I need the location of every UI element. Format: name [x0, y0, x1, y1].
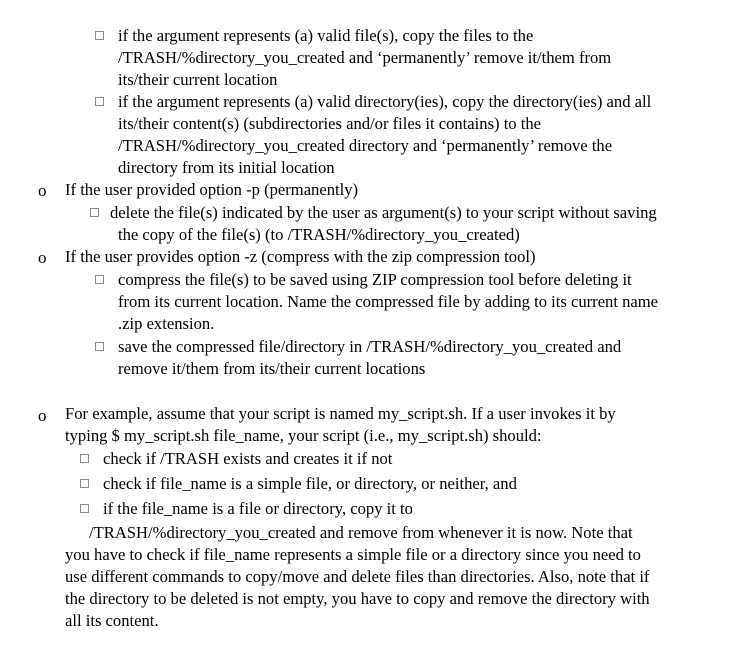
checkbox-icon [95, 275, 104, 284]
checkbox-icon [80, 504, 89, 513]
checkbox-icon [95, 31, 104, 40]
checkbox-icon [80, 454, 89, 463]
item-d-line-2: from its current location. Name the compressed file by adding to its current name [118, 292, 659, 311]
item-c-line-1: delete the file(s) indicated by the user as argument(s) to your script without saving [110, 203, 657, 222]
item-b-line-3: /TRASH/%directory_you_created directory and ‘permanently’ remove the [118, 136, 613, 155]
item-b-line-1: if the argument represents (a) valid directory(ies), copy the directory(ies) and all [118, 92, 652, 111]
tail-line-5: all its content. [65, 611, 159, 630]
item-a-line-2: /TRASH/%directory_you_created and ‘permanently’ remove it/them from [118, 48, 612, 67]
bullet-icon: o [38, 181, 47, 200]
tail-line-3: use different commands to copy/move and delete files than directories. Also, note that if [65, 567, 650, 586]
item-b-line-2: its/their content(s) (subdirectories and/or files it contains) to the [118, 114, 542, 133]
checkbox-icon [95, 342, 104, 351]
example-line-2: typing $ my_script.sh file_name, your script (i.e., my_script.sh) should: [65, 426, 542, 445]
option-z-line-1: If the user provides option -z (compress with the zip compression tool) [65, 247, 536, 266]
item-d-line-3: .zip extension. [118, 314, 215, 333]
item-e-line-2: remove it/them from its/their current locations [118, 359, 426, 378]
item-e-line-1: save the compressed file/directory in /TRASH/%directory_you_created and [118, 337, 622, 356]
tail-line-2: you have to check if file_name represents a simple file or a directory since you need to [65, 545, 641, 564]
bullet-icon: o [38, 406, 47, 425]
item-h-line-1: if the file_name is a file or directory, copy it to [103, 499, 413, 518]
item-d-line-1: compress the file(s) to be saved using ZIP compression tool before deleting it [118, 270, 632, 289]
tail-line-1: /TRASH/%directory_you_created and remove from whenever it is now. Note that [89, 523, 633, 542]
checkbox-icon [80, 479, 89, 488]
item-a-line-3: its/their current location [118, 70, 278, 89]
checkbox-icon [95, 97, 104, 106]
item-f-line-1: check if /TRASH exists and creates it if not [103, 449, 393, 468]
item-a-line-1: if the argument represents (a) valid file(s), copy the files to the [118, 26, 534, 45]
item-g-line-1: check if file_name is a simple file, or directory, or neither, and [103, 474, 517, 493]
bullet-icon: o [38, 248, 47, 267]
example-line-1: For example, assume that your script is named my_script.sh. If a user invokes it by [65, 404, 616, 423]
item-c-line-2: the copy of the file(s) (to /TRASH/%directory_you_created) [118, 225, 520, 244]
checkbox-icon [90, 208, 99, 217]
option-p-line-1: If the user provided option -p (permanently) [65, 180, 359, 199]
item-b-line-4: directory from its initial location [118, 158, 335, 177]
tail-line-4: the directory to be deleted is not empty, you have to copy and remove the directory with [65, 589, 650, 608]
